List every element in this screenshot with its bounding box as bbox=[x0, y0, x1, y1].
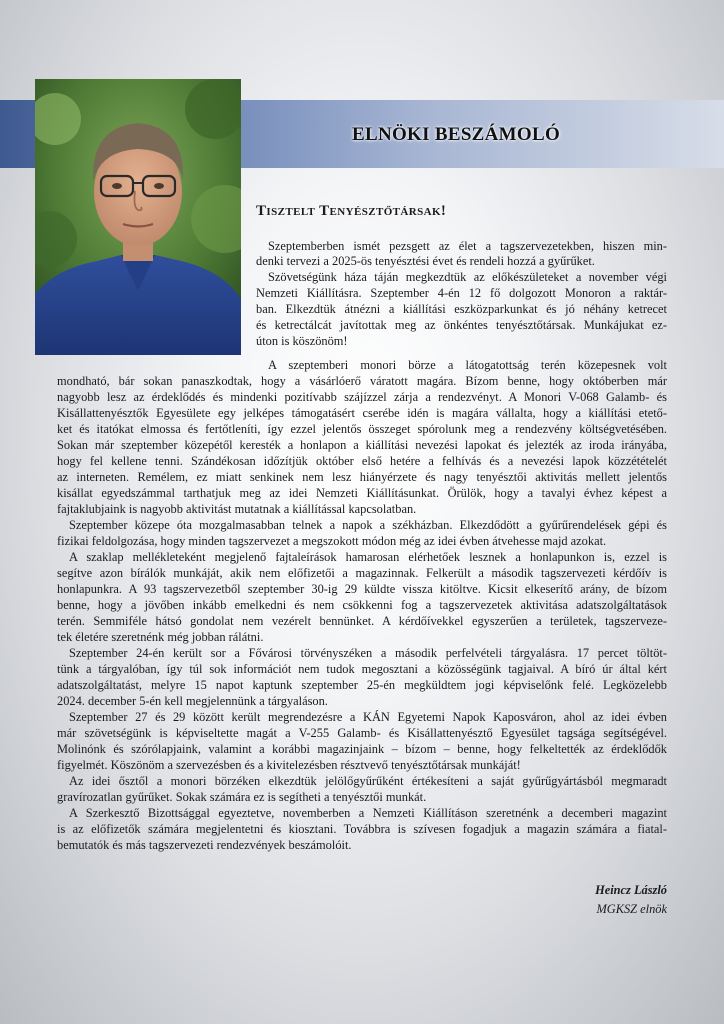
text-line: A Szerkesztő Bizottsággal egyeztetve, novemberben a Nemzeti Kiállításon szeretnénk a decemberi magazint bbox=[69, 806, 667, 820]
text-line: adatszolgáltatást, melyre 15 napot kaptunk szeptember 25-én megküldtem jogi képviselőnk felé. Legközelebb bbox=[57, 678, 667, 692]
text-line: tünk a tárgyalóban, így túl sok információt nem tudok megosztani a közösségünk tagjaival. A bíró úr által kért bbox=[57, 662, 667, 676]
greeting-heading: Tisztelt Tenyésztőtársak! bbox=[256, 203, 447, 219]
text-line: A szeptemberi monori börze a látogatottság terén közepesnek volt bbox=[268, 358, 667, 372]
text-line: kisállat egyedszámmal tarthatjuk meg az idei Nemzeti Kiállításunkat. Örülök, hogy a tavalyi évhez képest a bbox=[57, 486, 667, 500]
text-line: mondható, bár sokan panaszkodtak, hogy a vásárlóerő váratott magára. Bízom benne, hogy októberben már bbox=[57, 374, 667, 388]
text-line: az interneten. Remélem, ez miatt senkinek nem lesz hiányérzete és nagy tenyésztői aktivitás mellett jelentős bbox=[57, 470, 667, 484]
text-line: ket és itatókat elmossa és fertőtleníti, így ezzel jelentős összeget spórolunk meg a rendezvény költségvetésében. bbox=[57, 422, 667, 436]
text-line: is az előfizetők számára megjelentetni és kiosztani. Továbbra is szívesen fogadjuk a magazin számára a fiatal- bbox=[57, 822, 667, 836]
text-line: benne, hogy a jövőben inkább emelkedni és nem csökkenni fog a tagszervezetek aktivitása adatszolgáltatások bbox=[57, 598, 667, 612]
signature-role: MGKSZ elnök bbox=[596, 902, 667, 916]
text-line: ban. Elkezdtük átnézni a kiállítási eszközparkunkat és jó néhány ketrecet bbox=[256, 302, 667, 316]
text-line: nagyobb lesz az érdeklődés és mindenki pozitívabb szájízzel zárja a rendezvényt. A Monori V-068 Galamb- és bbox=[57, 390, 667, 404]
text-line: A szaklap mellékleteként megjelenő fajtaleírások hamarosan elérhetőek lesznek a honlapunkon is, ezzel is bbox=[69, 550, 667, 564]
author-photo bbox=[35, 79, 241, 355]
page-title: ELNÖKI BESZÁMOLÓ bbox=[352, 124, 561, 145]
text-line: Nemzeti Kiállításra. Szeptember 4-én 12 fő dolgozott Monoron a raktár- bbox=[256, 286, 667, 300]
text-line: Szövetségünk háza táján megkezdtük az előkészületeket a november végi bbox=[268, 270, 667, 284]
text-line: Sokan már szeptember közepétől keresték a honlapon a kiállítási nevezési lapokat és jelezték az iroda irányába, bbox=[57, 438, 667, 452]
text-line: hogy fel kellene tenni. Szándékosan időzítjük október első hetére a felhívás és a nevezési lapok közzétételét bbox=[57, 454, 667, 468]
text-line: Szeptember 27 és 29 között került megrendezésre a KÁN Egyetemi Napok Kaposváron, ahol az idei évben bbox=[69, 710, 667, 724]
text-line: Az idei ősztől a monori börzéken elkezdtük jelölőgyűrűként értékesíteni a saját gyűrűgyártásból megmaradt bbox=[69, 774, 667, 788]
text-line: és ketrectálcát javítottak meg az önkéntes tenyésztőtársak. Munkájukat ez- bbox=[256, 318, 667, 332]
text-line: denki tervezi a 2025-ös tenyésztési évet és rendeli hozzá a gyűrűket. bbox=[256, 254, 595, 268]
text-line: tek életére szeretnénk még jobban rálátni. bbox=[57, 630, 264, 644]
text-line: Molinónk és szórólapjaink, valamint a korábbi magazinjaink – bízom – benne, hogy felkeltették az érdeklődők bbox=[57, 742, 667, 756]
text-line: Szeptember 24-én került sor a Fővárosi törvényszéken a második perfelvételi tárgyalásra. 17 percet töltöt- bbox=[69, 646, 667, 660]
text-line: Kisállattenyésztők Egyesülete egy jelképes támogatásért cserébe idén is magára vállalta, hogy a kiállítási etető- bbox=[57, 406, 667, 420]
text-line: fajtaklubjaink is nagyobb aktivitást mutatnak a kiállítással kapcsolatban. bbox=[57, 502, 417, 516]
text-line: úton is köszönöm! bbox=[256, 334, 348, 348]
text-line: bemutatók és más tagszervezeti rendezvények beszámolóit. bbox=[57, 838, 352, 852]
text-line: terén. Semmiféle hátsó gondolat nem vezérelt bennünket. A kérdőívekkel egyszerűen a területek, tagszerveze- bbox=[57, 614, 667, 628]
text-line: gravírozatlan gyűrűket. Sokak számára ez is segítheti a tenyésztői munkát. bbox=[57, 790, 427, 804]
text-line: honlapunkra. A 93 tagszervezetből szeptember 30-ig 29 küldte vissza kitöltve. Kicsit elkeserítő arány, de bízom bbox=[57, 582, 667, 596]
text-line: Szeptember közepe óta mozgalmasabban telnek a napok a székházban. Elkezdődött a gyűrűrendelések gépi és bbox=[69, 518, 667, 532]
signature-name: Heincz László bbox=[595, 883, 667, 897]
text-line: fizikai feldolgozása, hogy minden tagszervezet a megszokott módon még az idei évben átvehesse majd azokat. bbox=[57, 534, 607, 548]
text-line: már szövetségünk is képviseltette magát a V-255 Galamb- és Kisállattenyésztő Egyesület tagsága segítségével. bbox=[57, 726, 667, 740]
text-line: segítve azon bírálók munkáját, akik nem előfizetői a magazinnak. Felkerült a második tagszervezeti kérdőív is bbox=[57, 566, 667, 580]
text-line: Szeptemberben ismét pezsgett az élet a tagszervezetekben, hiszen min- bbox=[268, 239, 667, 253]
text-line: 2024. december 5-én kell megjelennünk a tárgyaláson. bbox=[57, 694, 328, 708]
text-line: figyelmét. Köszönöm a szervezésben és a kivitelezésben résztvevő tenyésztőtársak munkáját! bbox=[57, 758, 521, 772]
